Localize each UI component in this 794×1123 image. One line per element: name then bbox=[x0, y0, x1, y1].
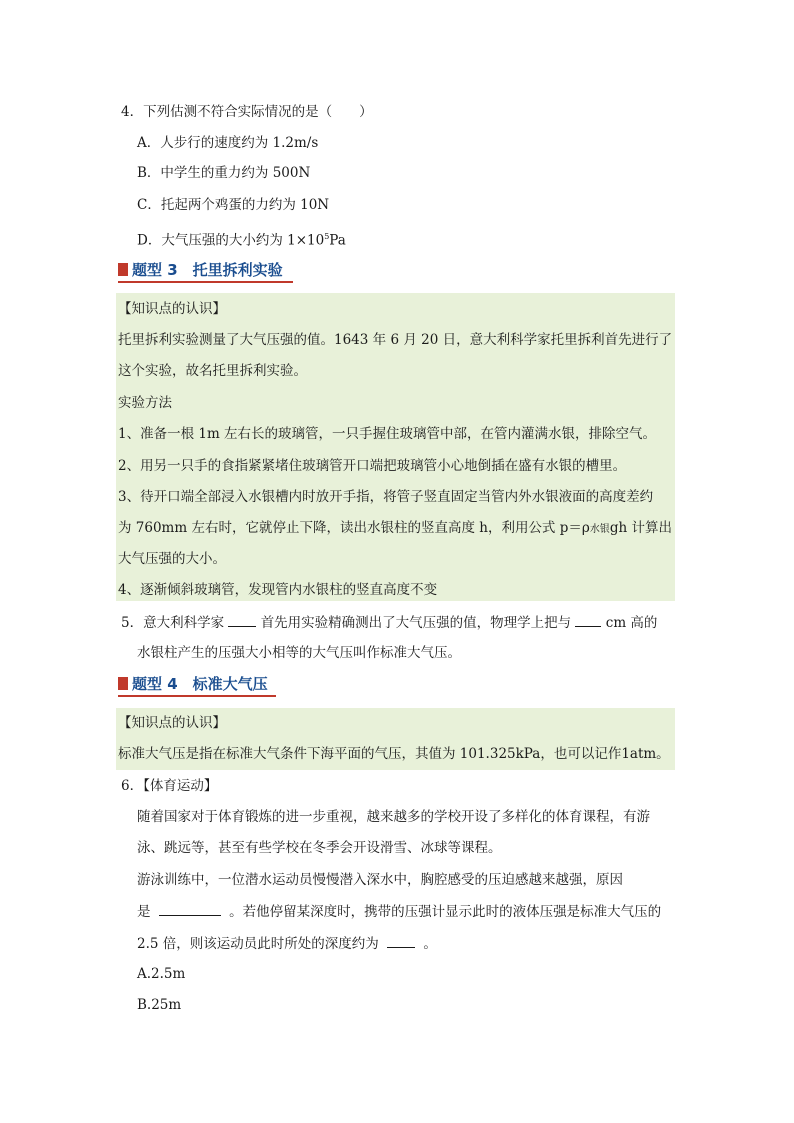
method-step-4: 4、逐渐倾斜玻璃管，发现管内水银柱的竖直高度不变 bbox=[118, 582, 438, 598]
question-4-option-b: B．中学生的重力约为 500N bbox=[137, 165, 311, 181]
method-step-1: 1、准备一根 1m 左右长的玻璃管，一只手握住玻璃管中部，在管内灌满水银，排除空气。 bbox=[118, 426, 657, 442]
question-6-paragraph: 游泳训练中，一位潜水运动员慢慢潜入深水中，胸腔感受的压迫感越来越强，原因 bbox=[137, 872, 623, 888]
section-marker-icon bbox=[118, 263, 128, 276]
section-4-title: 题型 4 标准大气压 bbox=[118, 671, 268, 695]
question-6-paragraph: 是 。若他停留某深度时，携带的压强计显示此时的液体压强是标准大气压的 bbox=[137, 901, 661, 922]
question-4-option-c: C．托起两个鸡蛋的力约为 10N bbox=[137, 197, 330, 213]
knowledge-paragraph: 这个实验，故名托里拆利实验。 bbox=[118, 363, 307, 379]
question-6-stem: 6．【体育运动】 bbox=[121, 778, 218, 794]
question-4-stem: 4．下列估测不符合实际情况的是（ ） bbox=[121, 104, 373, 120]
question-5-stem: 5．意大利科学家 首先用实验精确测出了大气压强的值，物理学上把与 cm 高的 bbox=[121, 612, 657, 633]
question-6-paragraph: 泳、跳远等，甚至有些学校在冬季会开设滑雪、冰球等课程。 bbox=[137, 840, 502, 856]
knowledge-paragraph: 托里拆利实验测量了大气压强的值。1643 年 6 月 20 日，意大利科学家托里拆利首先进行了 bbox=[118, 332, 673, 348]
method-heading: 实验方法 bbox=[118, 395, 172, 411]
section-marker-icon bbox=[118, 677, 128, 690]
answer-blank[interactable] bbox=[387, 933, 415, 948]
section-3-title: 题型 3 托里拆利实验 bbox=[118, 257, 283, 281]
question-4-option-d: D．大气压强的大小约为 $1\times 10^5Pa$ bbox=[137, 232, 346, 249]
method-step-3-cont: 为 760mm 左右时，它就停止下降，读出水银柱的竖直高度 h，利用公式 p＝ρ水银gh 计算出 bbox=[118, 520, 672, 536]
question-6-option-a: A.2.5m bbox=[137, 966, 186, 982]
answer-blank[interactable] bbox=[575, 612, 601, 627]
question-6-paragraph: 随着国家对于体育锻炼的进一步重视，越来越多的学校开设了多样化的体育课程，有游 bbox=[137, 809, 650, 825]
knowledge-heading: 【知识点的认识】 bbox=[118, 301, 226, 317]
method-step-2: 2、用另一只手的食指紧紧堵住玻璃管开口端把玻璃管小心地倒插在盛有水银的槽里。 bbox=[118, 458, 627, 474]
knowledge-paragraph: 标准大气压是指在标准大气条件下海平面的气压，其值为 101.325kPa，也可以记作1atm。 bbox=[118, 746, 670, 762]
knowledge-heading: 【知识点的认识】 bbox=[118, 715, 226, 731]
question-5-line-2: 水银柱产生的压强大小相等的大气压叫作标准大气压。 bbox=[137, 645, 461, 661]
method-step-3: 3、待开口端全部浸入水银槽内时放开手指，将管子竖直固定当管内外水银液面的高度差约 bbox=[118, 489, 654, 505]
question-6-option-b: B.25m bbox=[137, 997, 182, 1013]
answer-blank[interactable] bbox=[159, 901, 221, 916]
question-4-option-a: A．人步行的速度约为 1.2m/s bbox=[137, 135, 319, 151]
answer-blank[interactable] bbox=[228, 612, 256, 627]
question-6-paragraph: 2.5 倍，则该运动员此时所处的深度约为 。 bbox=[137, 933, 437, 954]
method-step-3-cont: 大气压强的大小。 bbox=[118, 551, 226, 567]
